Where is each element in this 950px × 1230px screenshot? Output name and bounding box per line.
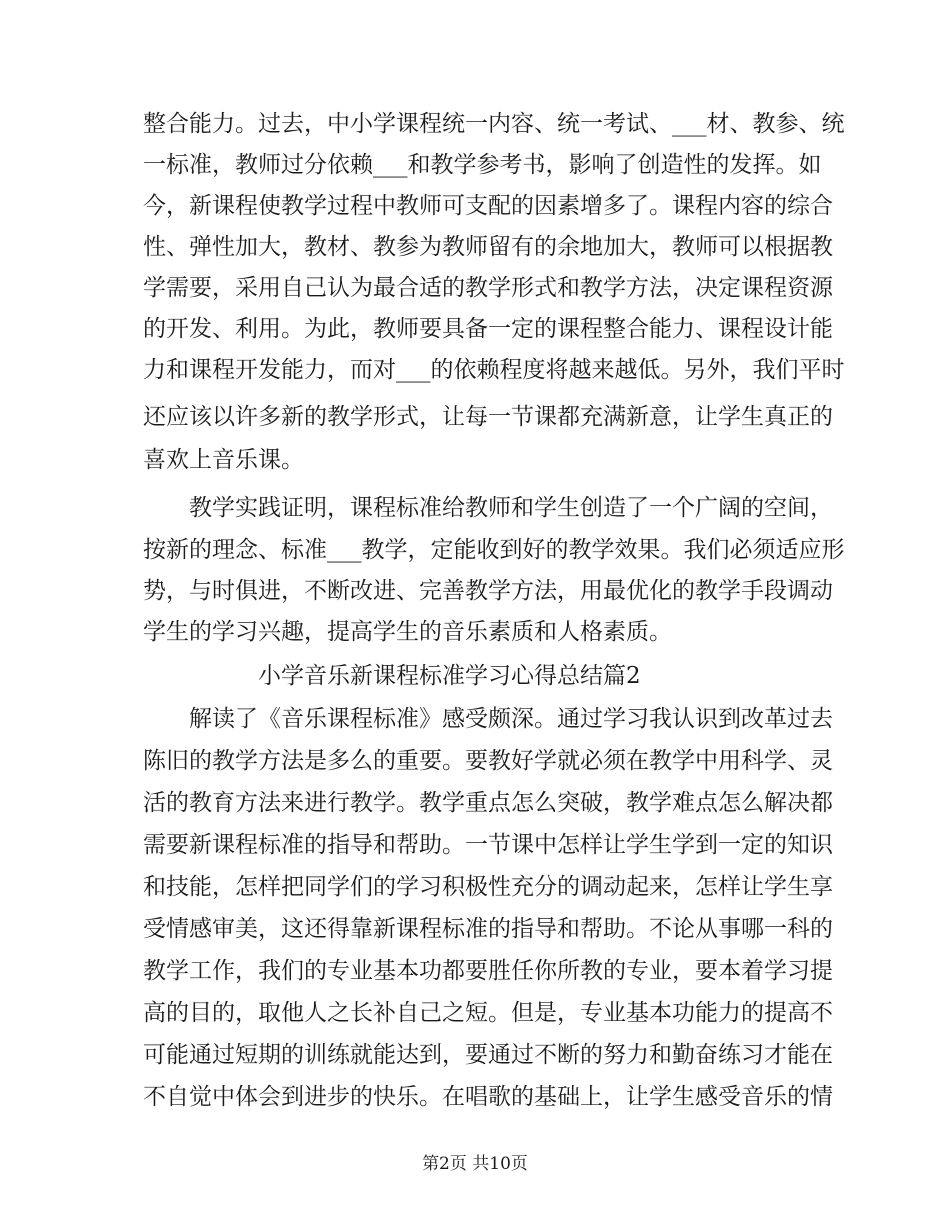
page-number: 第2页 共10页 <box>422 1154 528 1174</box>
text-line: 还应该以许多新的教学形式，让每一节课都充满新意，让学生真正的 <box>143 404 833 430</box>
text-line: 教学工作，我们的专业基本功都要胜任你所教的专业，要本着学习提 <box>143 958 833 984</box>
text-line: 喜欢上音乐课。 <box>143 447 304 473</box>
text-line: 学需要，采用自己认为最合适的教学形式和教学方法，决定课程资源 <box>143 275 833 301</box>
text-line: 按新的理念、标准___教学，定能收到好的教学效果。我们必须适应形 <box>143 537 845 563</box>
text-line: 可能通过短期的训练就能达到，要通过不断的努力和勤奋练习才能在 <box>143 1042 833 1068</box>
text-line: 学生的学习兴趣，提高学生的音乐素质和人格素质。 <box>143 619 672 645</box>
text-line: 今，新课程使教学过程中教师可支配的因素增多了。课程内容的综合 <box>143 193 833 219</box>
text-line: 的开发、利用。为此，教师要具备一定的课程整合能力、课程设计能 <box>143 316 833 342</box>
text-line: 陈旧的教学方法是多么的重要。要教好学就必须在教学中用科学、灵 <box>143 748 833 774</box>
text-line: 活的教育方法来进行教学。教学重点怎么突破，教学难点怎么解决都 <box>143 790 833 816</box>
text-line: 教学实践证明，课程标准给教师和学生创造了一个广阔的空间， <box>189 495 833 521</box>
text-line: 和技能，怎样把同学们的学习积极性充分的调动起来，怎样让学生享 <box>143 874 833 900</box>
text-line: 解读了《音乐课程标准》感受颇深。通过学习我认识到改革过去 <box>189 706 833 732</box>
section-heading: 小学音乐新课程标准学习心得总结篇2 <box>258 663 641 689</box>
text-line: 势，与时俱进，不断改进、完善教学方法，用最优化的教学手段调动 <box>143 578 833 604</box>
text-line: 高的目的，取他人之长补自己之短。但是，专业基本功能力的提高不 <box>143 1000 833 1026</box>
text-line: 整合能力。过去，中小学课程统一内容、统一考试、___材、教参、统 <box>143 111 845 137</box>
text-line: 力和课程开发能力，而对___的依赖程度将越来越低。另外，我们平时 <box>143 357 845 383</box>
text-line: 受情感审美，这还得靠新课程标准的指导和帮助。不论从事哪一科的 <box>143 916 833 942</box>
text-line: 需要新课程标准的指导和帮助。一节课中怎样让学生学到一定的知识 <box>143 832 833 858</box>
text-line: 一标准，教师过分依赖___和教学参考书，影响了创造性的发挥。如 <box>143 152 822 178</box>
text-line: 性、弹性加大，教材、教参为教师留有的余地加大，教师可以根据教 <box>143 234 833 260</box>
text-line: 不自觉中体会到进步的快乐。在唱歌的基础上，让学生感受音乐的情 <box>143 1084 833 1110</box>
